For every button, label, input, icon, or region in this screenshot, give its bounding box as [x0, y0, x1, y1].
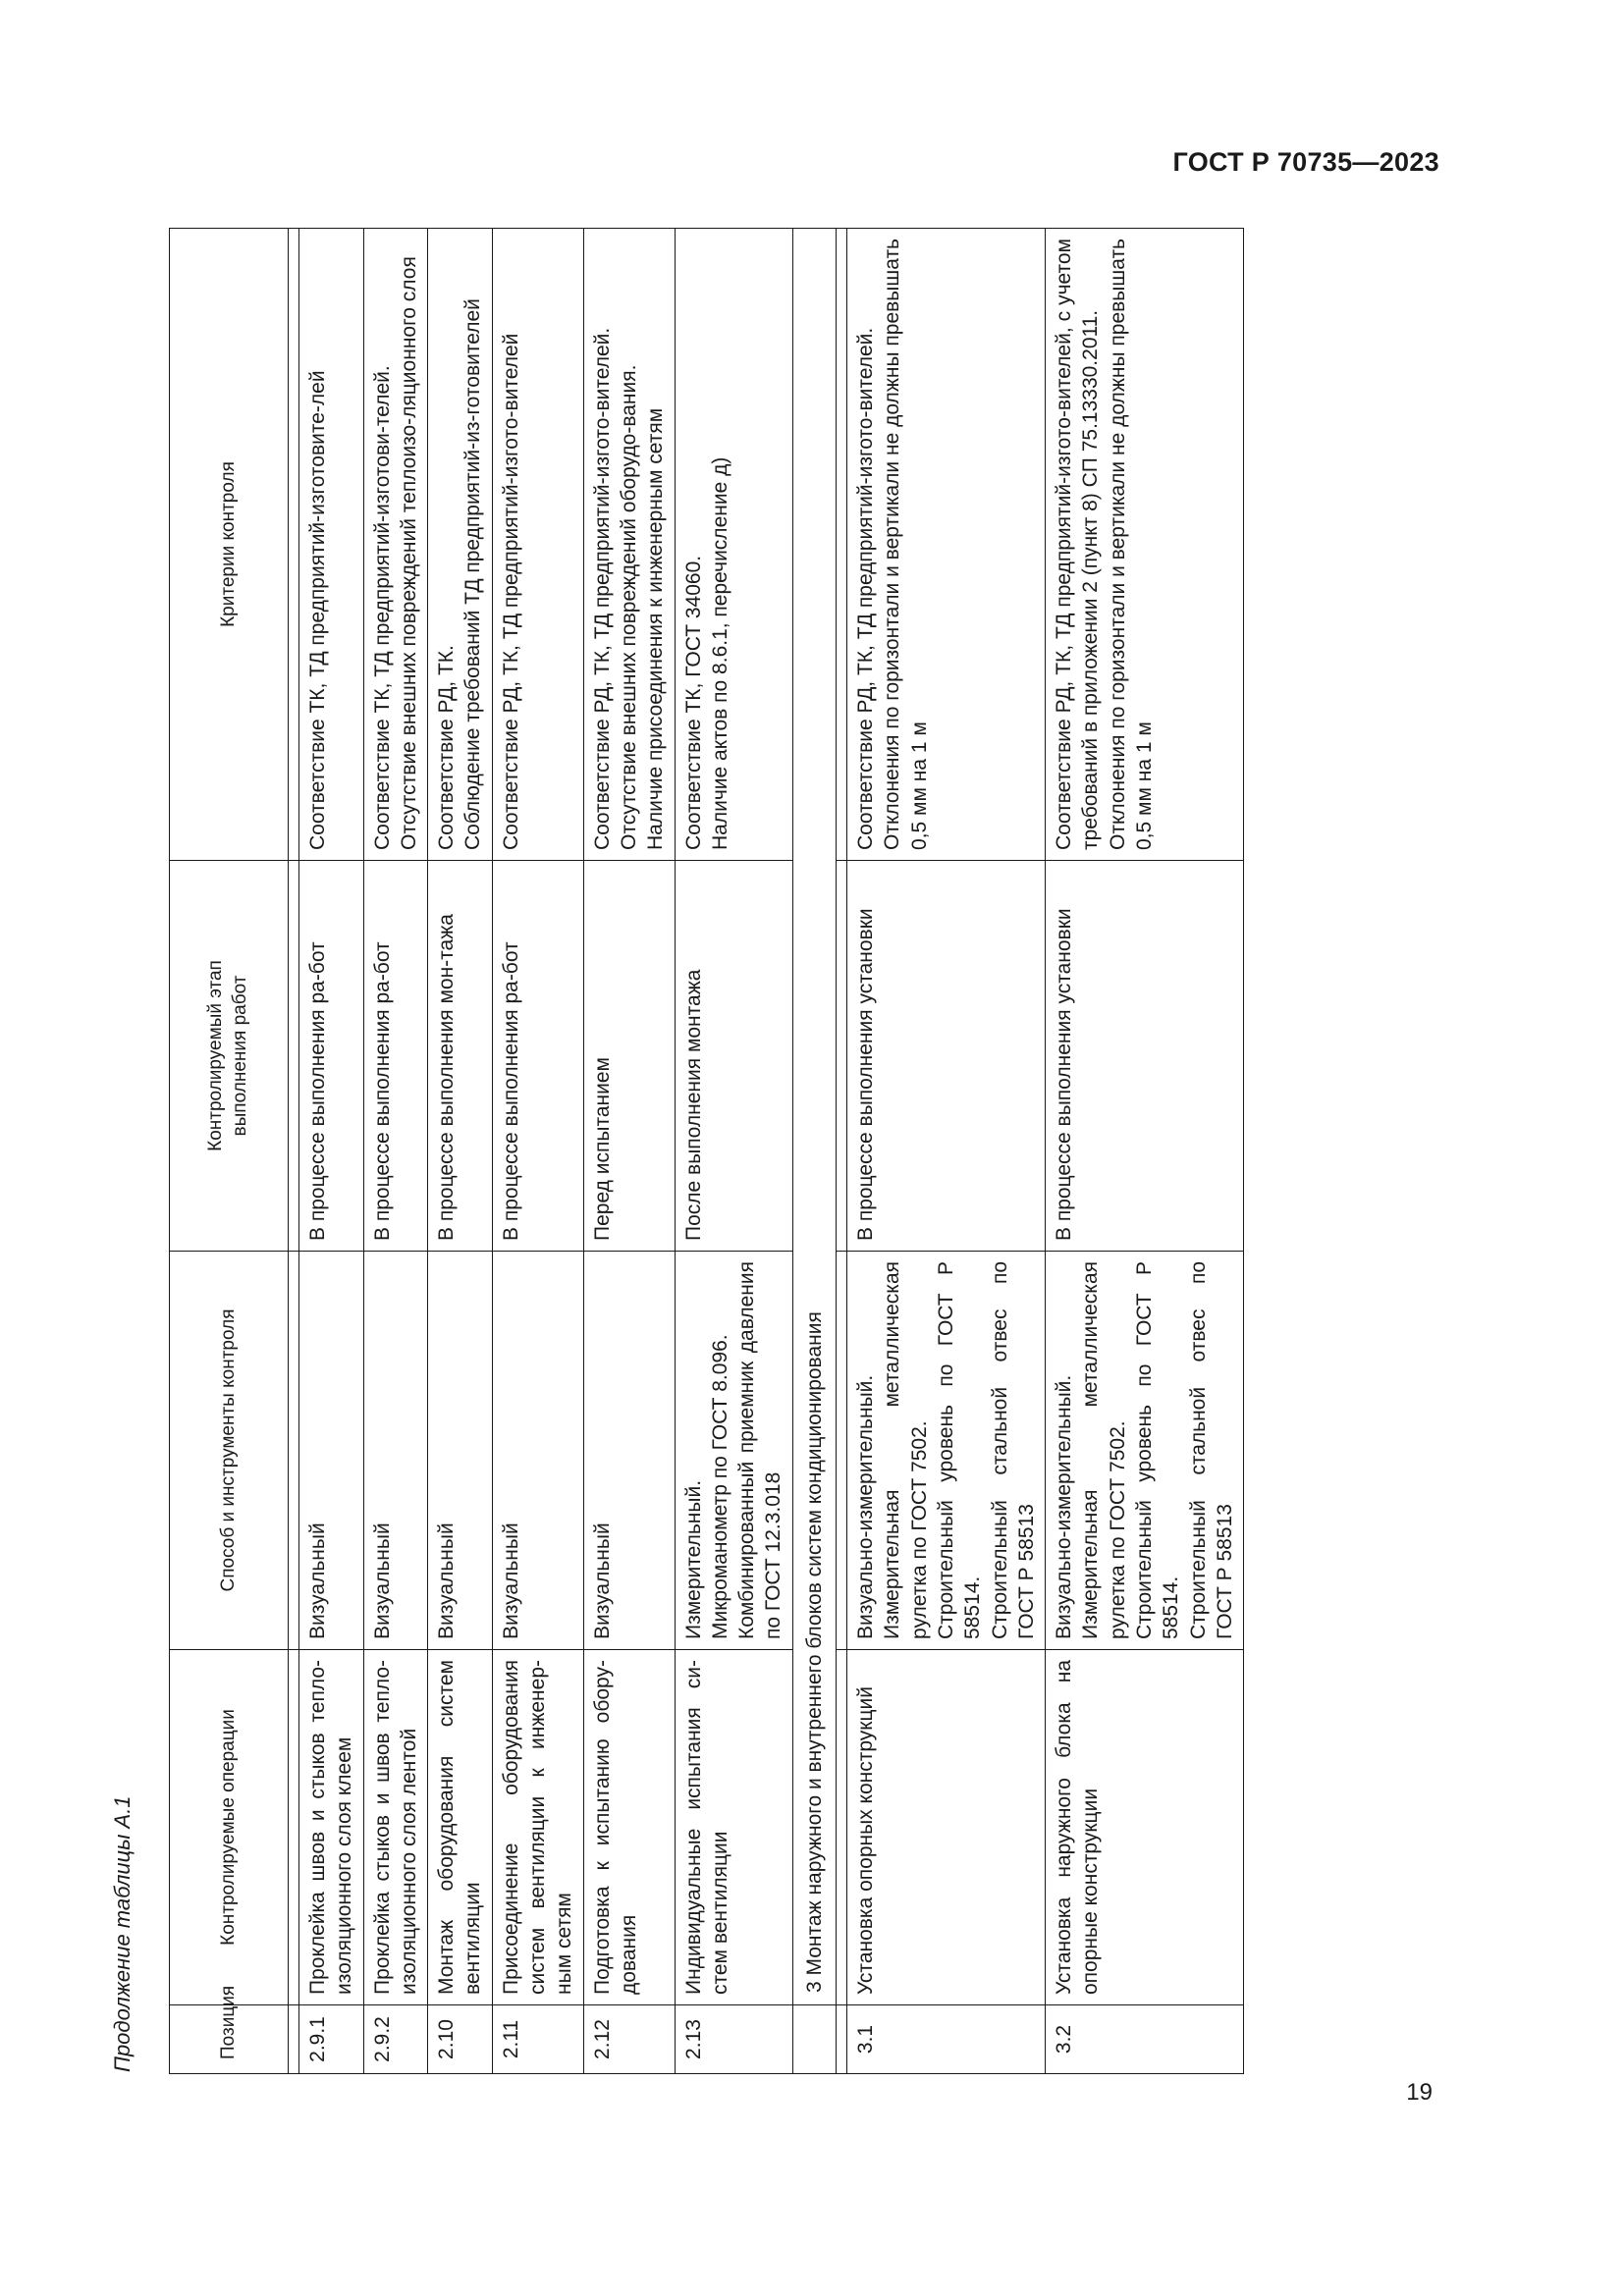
criteria-line: Отсутствие внешних повреждений теплоизо-ляционного слоя: [397, 256, 420, 850]
method-line: Визуальный: [435, 1522, 459, 1639]
cell-operation: Установка наружного блока на опорные конструкции: [1046, 1650, 1244, 2005]
cell-stage: Перед испытанием: [583, 861, 675, 1252]
criteria-line: Соответствие ТК, ТД предприятий-изготовите-лей: [306, 370, 329, 850]
cell-stage: В процессе выполнения ра-бот: [363, 861, 428, 1252]
criteria-line: Соответствие РД, ТК.: [435, 645, 459, 850]
method-line: Визуально-измерительный.: [1053, 1374, 1076, 1639]
method-line: Визуально-измерительный.: [854, 1374, 878, 1639]
criteria-line: Соответствие РД, ТК, ТД предприятий-изгото-вителей, с учетом требований в приложении 2 (пункт 8) СП 75.13330.2011.: [1053, 239, 1103, 850]
header-stage: [170, 861, 289, 1252]
table-row: [299, 229, 364, 2074]
method-line: Визуальный: [499, 1522, 522, 1639]
cell-method: [363, 1252, 428, 1650]
cell-criteria: [1046, 229, 1244, 861]
cell-stage: В процессе выполнения установки: [1046, 861, 1244, 1252]
cell-operation: Индивидуальные испытания си-стем вентиляции: [675, 1650, 792, 2005]
cell-criteria: [428, 229, 493, 861]
cell-stage: В процессе выполнения мон-тажа: [428, 861, 493, 1252]
cell-criteria: [847, 229, 1046, 861]
cell-operation: Присоединение оборудования систем вентиляции к инженер-ным сетям: [492, 1650, 583, 2005]
criteria-line: Отклонения по горизонтали и вертикали не должны превышать 0,5 мм на 1 м: [1106, 239, 1157, 850]
table-row: [492, 229, 583, 2074]
table-row: [583, 229, 675, 2074]
cell-position: 3.2: [1046, 2005, 1244, 2074]
cell-stage: В процессе выполнения ра-бот: [299, 861, 364, 1252]
criteria-line: Соблюдение требований ТД предприятий-из-готовителей: [461, 298, 485, 850]
cell-operation: Проклейка стыков и швов тепло-изоляционного слоя лентой: [363, 1650, 428, 2005]
rotated-table-page: [108, 229, 1453, 2074]
method-line: Строительный уровень по ГОСТ Р 58514.: [934, 1261, 985, 1639]
spacer-row: [837, 229, 847, 2074]
criteria-line: Наличие актов по 8.6.1, перечисление д): [708, 456, 731, 850]
cell-method: [847, 1252, 1046, 1650]
document-code: ГОСТ Р 70735—2023: [1172, 147, 1439, 177]
cell-stage: В процессе выполнения ра-бот: [492, 861, 583, 1252]
cell-criteria: [675, 229, 792, 861]
method-line: Строительный стальной отвес по ГОСТ Р 58513: [988, 1261, 1038, 1639]
criteria-line: Соответствие РД, ТК, ТД предприятий-изгото-вителей.: [854, 327, 878, 850]
method-line: Визуальный: [590, 1522, 614, 1639]
table-row: [363, 229, 428, 2074]
cell-stage: После выполнения монтажа: [675, 861, 792, 1252]
cell-method: [428, 1252, 493, 1650]
cell-operation: Подготовка к испытанию обору-дования: [583, 1650, 675, 2005]
cell-position: 2.12: [583, 2005, 675, 2074]
spacer-row: [289, 229, 299, 2074]
cell-criteria: [492, 229, 583, 861]
cell-criteria: [363, 229, 428, 861]
section-title: 3 Монтаж наружного и внутреннего блоков систем кондиционирования: [792, 229, 836, 2005]
cell-position: 2.10: [428, 2005, 493, 2074]
table-row: [847, 229, 1046, 2074]
table-row: [675, 229, 792, 2074]
criteria-line: Отклонения по горизонтали и вертикали не должны превышать 0,5 мм на 1 м: [881, 239, 931, 850]
cell-criteria: [583, 229, 675, 861]
method-line: Строительный уровень по ГОСТ Р 58514.: [1133, 1261, 1183, 1639]
page-number: 19: [1406, 2079, 1433, 2106]
method-line: Комбинированный приемник давления по ГОСТ 12.3.018: [735, 1261, 785, 1639]
method-line: Микроманометр по ГОСТ 8.096.: [708, 1334, 731, 1639]
header-operation: Контролируемые операции: [170, 1650, 289, 2005]
method-line: Строительный стальной отвес по ГОСТ Р 58513: [1186, 1261, 1236, 1639]
criteria-line: Соответствие РД, ТК, ТД предприятий-изгото-вителей: [499, 333, 522, 850]
cell-stage: В процессе выполнения установки: [847, 861, 1046, 1252]
criteria-line: Отсутствие внешних повреждений оборудо-вания.: [617, 364, 640, 850]
cell-criteria: [299, 229, 364, 861]
table-row: [428, 229, 493, 2074]
criteria-line: Соответствие ТК, ТД предприятий-изготови-телей.: [370, 365, 394, 850]
method-line: Измерительный.: [681, 1479, 705, 1639]
cell-operation: Монтаж оборудования систем вентиляции: [428, 1650, 493, 2005]
section-row: [792, 229, 836, 2074]
table-row: [1046, 229, 1244, 2074]
cell-position: 2.13: [675, 2005, 792, 2074]
criteria-line: Соответствие ТК, ГОСТ 34060.: [681, 555, 705, 850]
header-method: Способ и инструменты контроля: [170, 1252, 289, 1650]
criteria-line: Наличие присоединения к инженерным сетям: [644, 407, 668, 850]
criteria-line: Соответствие РД, ТК, ТД предприятий-изгото-вителей.: [590, 327, 614, 850]
table-caption: Продолжение таблицы А.1: [110, 1795, 135, 2072]
method-line: Визуальный: [370, 1522, 394, 1639]
method-line: Измерительная металлическая рулетка по ГОСТ 7502.: [881, 1261, 931, 1639]
header-criteria: Критерии контроля: [170, 229, 289, 861]
cell-position: 2.9.1: [299, 2005, 364, 2074]
cell-position: 2.11: [492, 2005, 583, 2074]
method-line: Измерительная металлическая рулетка по ГОСТ 7502.: [1079, 1261, 1129, 1639]
cell-operation: Установка опорных конструкций: [847, 1650, 1046, 2005]
cell-operation: Проклейка швов и стыков тепло-изоляционного слоя клеем: [299, 1650, 364, 2005]
control-table: [169, 228, 1244, 2074]
cell-method: [583, 1252, 675, 1650]
header-position: Позиция: [170, 2005, 289, 2074]
section-position-cell: [792, 2005, 836, 2074]
cell-position: 3.1: [847, 2005, 1046, 2074]
cell-method: [492, 1252, 583, 1650]
cell-position: 2.9.2: [363, 2005, 428, 2074]
cell-method: [675, 1252, 792, 1650]
header-stage-line: выполнения работ: [230, 975, 250, 1137]
table-header-row: [170, 229, 289, 2074]
header-stage-line: Контролируемый этап: [205, 960, 227, 1151]
cell-method: [1046, 1252, 1244, 1650]
cell-method: [299, 1252, 364, 1650]
method-line: Визуальный: [306, 1522, 329, 1639]
